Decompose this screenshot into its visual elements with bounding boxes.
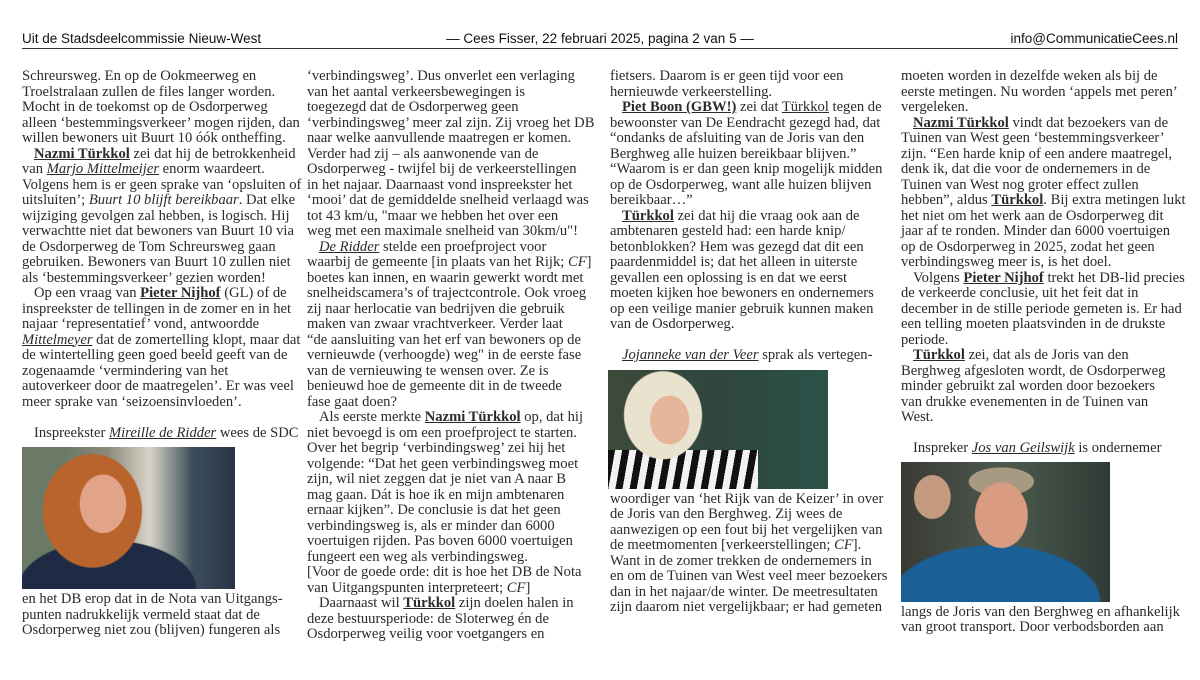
text-run: paardenmiddel is; dat het alleen in uiterste	[610, 254, 858, 270]
text-line	[22, 131, 307, 147]
text-line	[307, 612, 597, 628]
text-run: jaar af te ronden. Minder dan 6000 voertuigen	[901, 223, 1171, 239]
speaker-name-bold: Piet Boon (GBW!)	[622, 99, 737, 115]
text-line	[901, 224, 1186, 240]
text-run: het niet om het werk aan de Osdorperweg dit	[901, 207, 1164, 224]
page-header	[22, 31, 1178, 49]
text-line	[307, 379, 597, 395]
text-line	[901, 441, 1186, 457]
text-line	[22, 302, 307, 318]
text-line	[307, 333, 597, 349]
text-run: Volgens hem is er geen sprake van ‘opsluiten of	[22, 176, 302, 193]
text-line	[610, 317, 895, 333]
italic-text: CF	[506, 579, 526, 596]
text-run: “ondanks de afsluiting van de Joris van den	[610, 130, 865, 146]
text-line	[22, 147, 307, 163]
text-line	[901, 364, 1186, 380]
text-run: betonblokken? Hem was gezegd dat dit een	[610, 238, 864, 255]
text-run: mag gaan. Dát is hoe ik en mijn ambtenaren	[307, 486, 565, 503]
text-line	[307, 627, 597, 643]
text-run: Osdorperweg - twijfel bij de verkeerstellingen	[307, 161, 577, 177]
text-run: [Voor de goede orde: dit is hoe het DB de Nota	[307, 564, 582, 580]
text-line	[610, 600, 895, 616]
text-run: fungeert een weg als verbindingsweg.	[307, 548, 528, 565]
text-run: bewoonster van De Eendracht gezegd had, dat	[610, 114, 881, 131]
header-section-title: Uit de Stadsdeelcommissie Nieuw-West	[22, 31, 262, 46]
text-run: . Dat elke	[238, 192, 296, 208]
text-line	[22, 240, 307, 256]
text-line	[307, 85, 597, 101]
text-line	[307, 395, 597, 411]
text-run: meer sprake van ‘seizoensinvloeden’.	[22, 393, 242, 410]
text-run: vindt dat bezoekers van de	[1008, 114, 1169, 131]
speaker-name-bold: Türkkol	[991, 192, 1044, 208]
text-line	[610, 585, 895, 601]
text-line	[22, 100, 307, 116]
text-line	[901, 286, 1186, 302]
text-run: Want in de zomer trekken de ondernemers in	[610, 552, 872, 569]
text-line	[22, 395, 307, 411]
text-run: stelde een proefproject voor	[379, 238, 547, 255]
text-line	[307, 565, 597, 581]
text-line	[901, 162, 1186, 178]
text-run: volgende: “Dat het geen verbindingsweg moet	[307, 455, 579, 472]
text-run: ].	[852, 537, 862, 553]
speaker-photo-woman-blonde	[608, 370, 828, 489]
text-run: hebben”, aldus	[901, 192, 992, 208]
text-line	[901, 271, 1186, 287]
text-run: Troelstralaan zullen de files langer worden.	[22, 83, 276, 100]
text-run: snelheidscamera’s of trajectcontrole. Ook vroeg	[307, 285, 587, 301]
text-line	[307, 69, 597, 85]
text-run: verwachtte niet dat bewoners van Buurt 10 via	[22, 223, 294, 239]
person-name-italic: Mittelmeyer	[22, 331, 93, 348]
text-line	[901, 100, 1186, 116]
text-run: ]	[586, 254, 592, 270]
speaker-name-bold: Pieter Nijhof	[140, 285, 221, 301]
text-line	[901, 605, 1186, 621]
text-line	[610, 100, 895, 116]
text-run: trekt het DB-lid precies	[1043, 269, 1185, 286]
text-run: de wintertelling geen goed beeld geeft van de	[22, 347, 288, 363]
text-line	[901, 395, 1186, 411]
text-run: (GL) of de	[220, 285, 287, 301]
article-column-1	[22, 69, 307, 639]
text-line	[610, 538, 895, 554]
text-line	[307, 426, 597, 442]
text-run: Verder had zij – als aanwonende van de	[307, 145, 539, 162]
text-line	[22, 162, 307, 178]
text-run: verbindingsweg is, als er minder dan 6000	[307, 517, 555, 534]
text-line	[307, 131, 597, 147]
text-run: Osdorperweg niet zou (blijven) fungeren als	[22, 622, 281, 638]
text-line	[307, 488, 597, 504]
text-run: Als eerste merkte	[319, 409, 425, 425]
text-run: van Uitgangspunten interpreteert;	[307, 579, 507, 596]
text-line	[901, 131, 1186, 147]
text-run: aanwezigen op een fout bij het vergelijken van	[610, 521, 883, 538]
text-line	[307, 100, 597, 116]
text-run: denk ik, dat die voor de ondernemers in de	[901, 161, 1151, 177]
speaker-name-bold: Nazmi Türkkol	[913, 114, 1009, 131]
text-line	[22, 364, 307, 380]
text-line	[307, 534, 597, 550]
text-run: Volgens	[913, 269, 964, 286]
text-line	[22, 623, 307, 639]
text-line	[307, 286, 597, 302]
text-run: inspreekster de tellingen in de zomer en in het	[22, 300, 292, 317]
blank-line	[22, 410, 307, 426]
text-line	[307, 596, 597, 612]
person-name-italic: Mireille de Ridder	[108, 424, 217, 441]
text-line	[901, 178, 1186, 194]
text-run: . Bij extra metingen lukt	[1043, 192, 1186, 208]
person-name-italic: Jojanneke van der Veer	[622, 347, 759, 363]
article-column-3	[610, 69, 895, 616]
text-run: alleen ‘bestemmingsverkeer’ mogen rijden, dan	[22, 114, 300, 131]
text-run: “de aansluiting van het erf van bewoners op de	[307, 331, 581, 348]
text-run: tegen de	[828, 99, 882, 115]
text-run: voertuigen rijden. Pas boven 6000 voertuigen	[307, 533, 573, 549]
text-line	[610, 193, 895, 209]
text-line	[901, 410, 1186, 426]
text-line	[307, 457, 597, 473]
text-run: verbindingsweg meer is, is het doel.	[901, 254, 1112, 270]
text-run: van	[22, 161, 47, 177]
text-run: gebruiken. Bewoners van Buurt 10 zullen niet	[22, 254, 291, 270]
text-run: moeten kijken hoe bewoners en ondernemers	[610, 285, 874, 301]
text-run: zei dat hij die vraag ook aan de	[673, 207, 860, 224]
text-run: enorm waardeert.	[159, 161, 265, 177]
text-run: boetes kan innen, en waarin gewerkt wordt met	[307, 269, 584, 286]
text-line	[22, 608, 307, 624]
text-line	[307, 224, 597, 240]
text-run: in het najaar. Daarnaast vond inspreekster het	[307, 176, 573, 193]
text-run: van de vernieuwing te wensen over. Ze is	[307, 362, 549, 379]
text-line	[307, 271, 597, 287]
text-run: zijn. “Een harde knip of een andere maatregel,	[901, 145, 1173, 162]
blank-line	[901, 426, 1186, 442]
text-line	[22, 317, 307, 333]
text-run: Tuinen van West geen ‘bestemmingsverkeer’	[901, 130, 1165, 146]
text-run: tot 43 km/u, "maar we hebben het over een	[307, 207, 559, 224]
text-line	[22, 85, 307, 101]
text-run: niet bevoegd is om een proefproject te starten.	[307, 424, 577, 441]
text-line	[307, 162, 597, 178]
text-run: op de Osdorperweg, want alle huizen blijven	[610, 176, 872, 193]
text-run: hernieuwde verkeerstelling.	[610, 83, 773, 100]
text-line	[610, 69, 895, 85]
text-run: dat de zomertelling klopt, maar dat	[92, 331, 301, 348]
text-run: ambtenaren gesteld had: een harde knip/	[610, 223, 846, 239]
text-run: van drukke evenementen in de Tuinen van	[901, 393, 1149, 410]
text-line	[22, 271, 307, 287]
text-run: benieuwd hoe de gemeente dit in de tweede	[307, 378, 562, 394]
text-line	[22, 426, 307, 442]
text-line	[307, 209, 597, 225]
text-run: een telling moeten plaatsvinden in de drukste	[901, 316, 1166, 332]
person-name-italic: Jos van Geilswijk	[971, 440, 1075, 456]
text-line	[901, 620, 1186, 636]
text-run: weg met een maximale snelheid van 30km/u"!	[307, 223, 578, 239]
text-run: zogenaamde ‘vermindering van het	[22, 362, 229, 379]
text-line	[22, 69, 307, 85]
text-run: woordiger van ‘het Rijk van de Keizer’ in over	[610, 490, 884, 507]
text-line	[22, 255, 307, 271]
italic-text: Buurt 10 blijft bereikbaar	[88, 192, 239, 208]
text-run: Osdorperweg veilig voor voetgangers en	[307, 626, 545, 642]
text-run: Op een vraag van	[34, 285, 141, 301]
text-line	[307, 178, 597, 194]
text-run: minder gebruikt zal worden door bezoekers	[901, 378, 1156, 394]
text-run: ‘verbindingsweg’ meer zal zijn. Zij vroeg het DB	[307, 114, 595, 131]
text-line	[307, 550, 597, 566]
text-line	[22, 116, 307, 132]
text-run: en om de Tuinen van West veel meer bezoekers	[610, 568, 888, 584]
text-run: Daarnaast wil	[319, 595, 404, 611]
text-run: Berghweg afgesloten wordt, de Osdorperweg	[901, 362, 1166, 379]
text-line	[610, 240, 895, 256]
text-line	[901, 333, 1186, 349]
text-line	[610, 492, 895, 508]
text-run: en het DB erop dat in de Nota van Uitgangs-	[22, 591, 283, 607]
speaker-name-bold: Türkkol	[913, 347, 965, 363]
text-line	[901, 240, 1186, 256]
text-line	[901, 379, 1186, 395]
text-line	[901, 209, 1186, 225]
text-line	[610, 209, 895, 225]
text-run: najaar ‘representatief’ vond, antwoordde	[22, 316, 260, 332]
speaker-photo-man-glasses	[901, 462, 1110, 602]
text-line	[307, 240, 597, 256]
text-run: wijziging gevolgen zal hebben, is logisch. Hij	[22, 207, 290, 224]
text-line	[610, 569, 895, 585]
text-run: sprak als vertegen-	[758, 347, 873, 363]
text-line	[610, 271, 895, 287]
article-column-4	[901, 69, 1186, 636]
text-run: zijn daarom niet vergelijkbaar; er had gemeten	[610, 599, 883, 615]
text-run: ‘mooi’ dat de gemiddelde snelheid verlaagd was	[307, 192, 589, 208]
text-line	[307, 364, 597, 380]
header-author-date-page: — Cees Fisser, 22 februari 2025, pagina 2 van 5 —	[446, 31, 754, 46]
text-line	[610, 131, 895, 147]
text-line	[307, 503, 597, 519]
person-name-italic: Marjo Mittelmeijer	[46, 161, 160, 177]
text-line	[22, 224, 307, 240]
text-run: deze bestuursperiode: de Sloterweg én de	[307, 610, 549, 627]
text-line	[307, 581, 597, 597]
text-run: fietsers. Daarom is er geen tijd voor een	[610, 68, 844, 84]
text-line	[610, 255, 895, 271]
text-run: waarbij de gemeente [in plaats van het Rijk;	[307, 254, 568, 270]
text-line	[901, 317, 1186, 333]
text-run: de Joris van den Berghweg. Zij wees de	[610, 506, 843, 522]
text-line	[307, 302, 597, 318]
text-run: autoverkeer door de maatregelen’. Er was veel	[22, 378, 294, 394]
text-run: de meetmomenten [verkeerstellingen;	[610, 537, 835, 553]
speaker-name-bold: Türkkol	[403, 595, 456, 611]
text-line	[307, 116, 597, 132]
text-run: zei dat	[736, 99, 782, 115]
text-run: Over het begrip ‘verbindingsweg’ zei hij het	[307, 440, 566, 456]
text-run: bereikbaar…”	[610, 192, 693, 208]
text-line	[610, 302, 895, 318]
text-line	[901, 85, 1186, 101]
text-run: moeten worden in dezelfde weken als bij de	[901, 68, 1158, 84]
text-line	[307, 348, 597, 364]
text-line	[901, 147, 1186, 163]
text-line	[610, 507, 895, 523]
text-line	[22, 286, 307, 302]
header-email: info@CommunicatieCees.nl	[1010, 31, 1178, 46]
text-run: Inspreekster	[34, 424, 109, 441]
text-run: vergeleken.	[901, 99, 969, 115]
text-line	[307, 255, 597, 271]
text-line	[610, 286, 895, 302]
text-run: Schreursweg. En op de Ookmeerweg en	[22, 68, 257, 84]
text-run: eerste metingen. Nu worden ‘appels met peren’	[901, 83, 1178, 100]
text-run: de Osdorperweg de Tom Schreursweg gaan	[22, 238, 276, 255]
text-run: zij naar herlocatie van bedrijven die gebruik	[307, 300, 565, 317]
text-line	[610, 116, 895, 132]
underlined-name: Türkkol	[781, 99, 829, 115]
text-line	[307, 410, 597, 426]
text-line	[901, 302, 1186, 318]
speaker-name-bold: Türkkol	[622, 207, 674, 224]
text-run: punten nadrukkelijk vermeld staat dat de	[22, 606, 260, 623]
text-run: ]	[525, 579, 531, 596]
text-line	[307, 193, 597, 209]
text-run: West.	[901, 409, 934, 425]
text-run: december in de stille periode gemeten is. Er had	[901, 300, 1182, 317]
speaker-name-bold: Pieter Nijhof	[963, 269, 1044, 286]
text-line	[610, 224, 895, 240]
speaker-photo-woman-red-hair	[22, 447, 235, 589]
text-run: zijn, wil niet zeggen dat je niet van A naar B	[307, 471, 566, 487]
italic-text: CF	[834, 537, 853, 553]
text-run: Mocht in de toekomst op de Osdorperweg	[22, 99, 268, 115]
text-run: periode.	[901, 331, 949, 348]
text-line	[901, 348, 1186, 364]
text-run: als ‘bestemmingsverkeer’ gezien worden!	[22, 269, 266, 286]
text-line	[610, 147, 895, 163]
text-line	[610, 85, 895, 101]
text-run: op, dat hij	[520, 409, 584, 425]
text-run: zei, dat als de Joris van den	[964, 347, 1129, 363]
text-line	[901, 69, 1186, 85]
text-line	[307, 317, 597, 333]
text-run: “Waarom is er dan geen knip mogelijk midden	[610, 161, 883, 177]
text-run: ‘verbindingsweg’. Dus onverlet een verlaging	[307, 68, 575, 84]
text-line	[22, 592, 307, 608]
text-line	[307, 441, 597, 457]
text-run: op de Osdorperweg in 2025, zodat het geen	[901, 238, 1155, 255]
text-run: zei dat hij de betrokkenheid	[129, 145, 296, 162]
text-run: uitsluiten’;	[22, 192, 89, 208]
text-line	[307, 147, 597, 163]
article-column-2	[307, 69, 597, 643]
text-line	[901, 116, 1186, 132]
text-line	[307, 519, 597, 535]
text-run: gevallen een oplossing is en dat we eerst	[610, 269, 848, 286]
text-run: willen bewoners uit Buurt 10 óók ontheffing.	[22, 130, 286, 146]
text-line	[22, 348, 307, 364]
text-line	[22, 379, 307, 395]
text-run: de verkeerde conclusie, uit het feit dat in	[901, 285, 1139, 301]
text-run: toegezegd dat de Osdorperweg geen	[307, 99, 519, 115]
text-run: is ondernemer	[1074, 440, 1162, 456]
text-line	[901, 255, 1186, 271]
text-run: fase gaat doen?	[307, 393, 397, 410]
text-run: vernieuwde (verhoogde) weg" in de eerste fase	[307, 347, 582, 363]
text-line	[307, 472, 597, 488]
text-run: naar welke aanvullende maatregen er komen.	[307, 130, 572, 146]
text-run: van de Osdorperweg.	[610, 316, 735, 332]
blank-line	[610, 333, 895, 349]
text-line	[22, 178, 307, 194]
text-line	[22, 333, 307, 349]
text-run: van het aantal verkeersbewegingen is	[307, 83, 526, 100]
text-line	[610, 523, 895, 539]
text-run: op een veilige manier gebruik kunnen maken	[610, 300, 874, 317]
text-line	[610, 348, 895, 364]
text-line	[901, 193, 1186, 209]
text-line	[22, 193, 307, 209]
speaker-name-bold: Nazmi Türkkol	[424, 409, 521, 425]
text-run: dan in het najaar/de winter. De meetresultaten	[610, 583, 878, 600]
text-run: Tuinen van West nog groter effect zullen	[901, 176, 1139, 193]
text-run: langs de Joris van den Berghweg en afhankelijk	[901, 603, 1180, 620]
text-line	[22, 209, 307, 225]
text-run: ernaar kijken”. De conclusie is dat het geen	[307, 502, 561, 518]
italic-text: CF	[567, 254, 587, 270]
person-name-italic: De Ridder	[319, 238, 380, 255]
text-line	[610, 554, 895, 570]
text-line	[610, 178, 895, 194]
text-run: van groot transport. Door verbodsborden aan	[901, 619, 1164, 635]
text-run: maken van zwaar vrachtverkeer. Verder laat	[307, 316, 563, 332]
text-run: Berghweg alle huizen bereikbaar blijven.”	[610, 145, 857, 162]
text-line	[610, 162, 895, 178]
text-run: wees de SDC	[216, 424, 299, 441]
text-run: Inspreker	[913, 440, 972, 456]
speaker-name-bold: Nazmi Türkkol	[34, 145, 130, 162]
text-run: zijn doelen halen in	[455, 595, 574, 611]
